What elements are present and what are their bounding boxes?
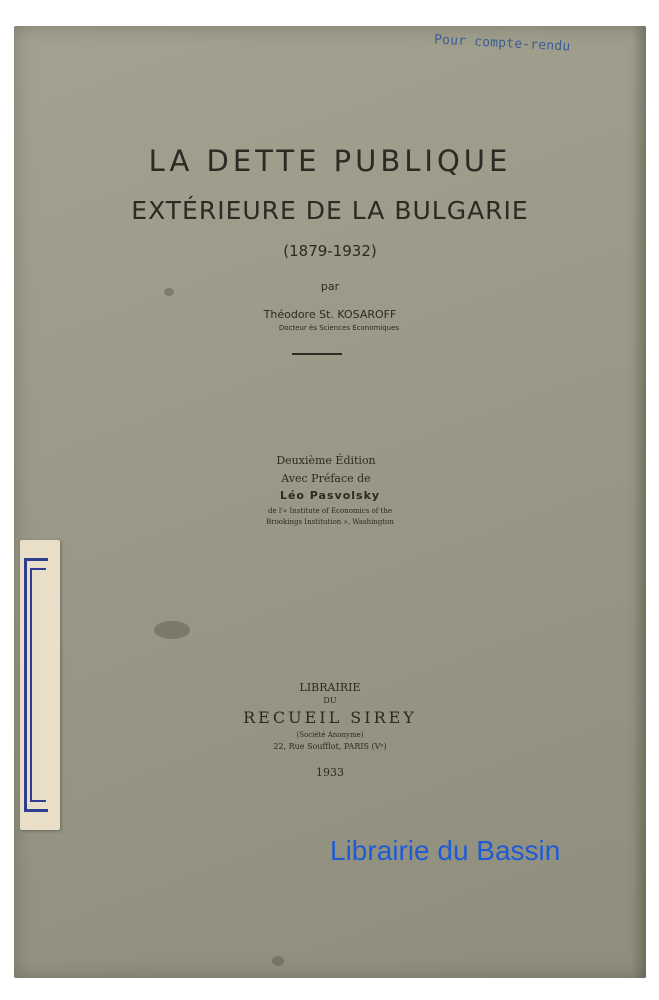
stain-mark bbox=[154, 621, 190, 639]
label-stripe-inner bbox=[30, 568, 46, 802]
title-line-2: EXTÉRIEURE DE LA BULGARIE bbox=[131, 196, 529, 225]
divider-rule bbox=[292, 353, 342, 355]
publisher-line-2: DU bbox=[323, 696, 337, 705]
publisher-name: RECUEIL SIREY bbox=[243, 708, 417, 727]
preface-intro: Avec Préface de bbox=[281, 472, 371, 485]
author-name: Théodore St. KOSAROFF bbox=[263, 308, 397, 321]
preface-author: Léo Pasvolsky bbox=[279, 489, 381, 502]
review-stamp: Pour compte-rendu bbox=[433, 32, 571, 55]
publication-year: 1933 bbox=[316, 766, 344, 779]
preface-affiliation-line-2: Brookings Institution », Washington bbox=[266, 518, 394, 526]
preface-affiliation-line-1: de l'« Institute of Economics of the bbox=[267, 507, 393, 515]
publisher-line-1: LIBRAIRIE bbox=[299, 681, 361, 694]
by-label: par bbox=[320, 280, 340, 293]
title-dates: (1879-1932) bbox=[283, 242, 377, 260]
spine-library-label bbox=[20, 540, 60, 830]
publisher-company: (Société Anonyme) bbox=[296, 731, 364, 739]
title-line-1: LA DETTE PUBLIQUE bbox=[148, 144, 512, 178]
author-degree: Docteur ès Sciences Économiques bbox=[278, 324, 400, 332]
publisher-address: 22, Rue Soufflot, PARIS (Vᵉ) bbox=[273, 742, 387, 751]
edition-label: Deuxième Édition bbox=[276, 454, 376, 467]
seller-watermark: Librairie du Bassin bbox=[330, 835, 561, 866]
stain-mark bbox=[272, 956, 284, 966]
